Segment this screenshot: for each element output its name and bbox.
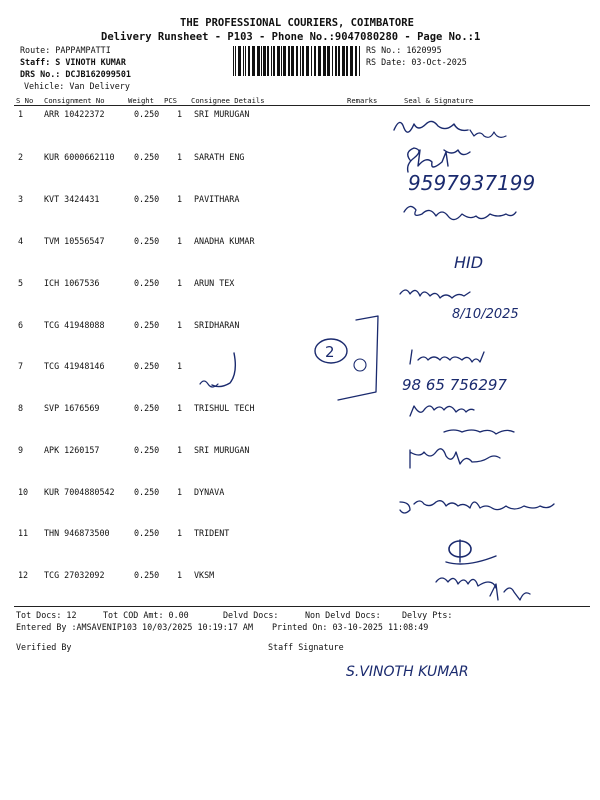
delivery-points: Delvy Pts: [402, 610, 453, 620]
note-row-4: HID [454, 253, 484, 272]
total-docs: Tot Docs: 12 [16, 610, 77, 620]
row-weight: 0.250 [134, 320, 160, 330]
row-consignee: SRI MURUGAN [194, 445, 250, 455]
row-consignment: ICH 1067536 [44, 278, 100, 288]
row-pcs: 1 [177, 194, 183, 204]
delivered-docs: Delvd Docs: [223, 610, 279, 620]
row-consignment: THN 946873500 [44, 528, 110, 538]
row-weight: 0.250 [134, 528, 160, 538]
row-consignment: TVM 10556547 [44, 236, 105, 246]
verified-by: Verified By [16, 642, 72, 652]
barcode [233, 46, 362, 76]
row-sno: 3 [18, 194, 24, 204]
row-weight: 0.250 [134, 194, 160, 204]
printed-on: Printed On: 03-10-2025 11:08:49 [272, 622, 429, 632]
header-divider [14, 105, 590, 106]
signature-row-9 [410, 449, 500, 468]
company-name: THE PROFESSIONAL COURIERS, COIMBATORE [180, 17, 414, 29]
col-pcs-header: PCS [164, 96, 177, 105]
circled-number-2 [315, 339, 347, 363]
row-consignment: TCG 41948146 [44, 361, 105, 371]
row-consignment: ARR 10422372 [44, 109, 105, 119]
col-weight-header: Weight [128, 96, 154, 105]
staff-label: Staff: S VINOTH KUMAR [20, 57, 126, 67]
rs-number: RS No.: 1620995 [366, 45, 442, 55]
col-consignee-header: Consignee Details [191, 96, 265, 105]
signature-row-7 [410, 350, 484, 364]
entered-by: Entered By :AMSAVENIP103 10/03/2025 10:19:17 AM [16, 622, 253, 632]
col-seal-header: Seal & Signature [404, 96, 474, 105]
row-weight: 0.250 [134, 487, 160, 497]
row-consignment: KUR 7004880542 [44, 487, 115, 497]
staff-signature: S.VINOTH KUMAR [346, 664, 469, 680]
row-consignment: KVT 3424431 [44, 194, 100, 204]
phone-row-2: 9597937199 [408, 171, 536, 195]
signature-row-2 [408, 148, 470, 172]
total-cod: Tot COD Amt: 0.00 [103, 610, 189, 620]
row-weight: 0.250 [134, 361, 160, 371]
footer-divider [14, 606, 590, 607]
row-sno: 5 [18, 278, 24, 288]
row-pcs: 1 [177, 236, 183, 246]
signature-row-3 [404, 206, 516, 219]
vehicle-label: Vehicle: Van Delivery [24, 81, 130, 91]
staff-signature-label: Staff Signature [268, 642, 344, 652]
row-consignee: SARATH ENG [194, 152, 245, 162]
row-consignment: SVP 1676569 [44, 403, 100, 413]
row-sno: 2 [18, 152, 24, 162]
col-consignment-header: Consignment No [44, 96, 105, 105]
signature-row-8 [410, 406, 514, 434]
row-consignee: ANADHA KUMAR [194, 236, 255, 246]
row-pcs: 1 [177, 487, 183, 497]
row-pcs: 1 [177, 278, 183, 288]
row-pcs: 1 [177, 528, 183, 538]
col-sno-header: S No [16, 96, 34, 105]
signature-row-12 [436, 578, 530, 600]
row-pcs: 1 [177, 445, 183, 455]
row-weight: 0.250 [134, 403, 160, 413]
row-consignee: SRIDHARAN [194, 320, 240, 330]
signature-row-5 [400, 290, 470, 298]
row-consignment: TCG 27032092 [44, 570, 105, 580]
col-remarks-header: Remarks [347, 96, 378, 105]
circled-number-text: 2 [325, 343, 335, 361]
row-sno: 12 [18, 570, 29, 580]
drs-label: DRS No.: DCJB162099501 [20, 69, 131, 79]
row-pcs: 1 [177, 109, 183, 119]
row-consignment: KUR 6000662110 [44, 152, 115, 162]
row-consignee: TRIDENT [194, 528, 230, 538]
route-label: Route: PAPPAMPATTI [20, 45, 111, 55]
runsheet-title: Delivery Runsheet - P103 - Phone No.:9047080280 - Page No.:1 [101, 31, 481, 43]
date-row-5: 8/10/2025 [452, 307, 519, 322]
non-delivered-docs: Non Delvd Docs: [305, 610, 381, 620]
row-consignee: TRISHUL TECH [194, 403, 255, 413]
row-sno: 4 [18, 236, 24, 246]
mark-row-11 [449, 541, 471, 557]
row-sno: 9 [18, 445, 24, 455]
row-pcs: 1 [177, 361, 183, 371]
row-pcs: 1 [177, 152, 183, 162]
row-weight: 0.250 [134, 236, 160, 246]
row-pcs: 1 [177, 570, 183, 580]
phone-row-7: 98 65 756297 [402, 376, 507, 394]
row-consignee: VKSM [194, 570, 215, 580]
row-consignee: PAVITHARA [194, 194, 240, 204]
row-weight: 0.250 [134, 445, 160, 455]
row-weight: 0.250 [134, 109, 160, 119]
bracket-mark [338, 316, 378, 400]
rs-date: RS Date: 03-Oct-2025 [366, 57, 467, 67]
row-consignee: ARUN TEX [194, 278, 235, 288]
row-pcs: 1 [177, 320, 183, 330]
row-sno: 10 [18, 487, 29, 497]
row-weight: 0.250 [134, 570, 160, 580]
row-sno: 11 [18, 528, 29, 538]
row-sno: 6 [18, 320, 24, 330]
row-consignment: TCG 41948088 [44, 320, 105, 330]
signature-row-1 [394, 121, 468, 132]
row-weight: 0.250 [134, 152, 160, 162]
row-weight: 0.250 [134, 278, 160, 288]
row-sno: 1 [18, 109, 24, 119]
row-pcs: 1 [177, 403, 183, 413]
row-consignee: SRI MURUGAN [194, 109, 250, 119]
row-sno: 8 [18, 403, 24, 413]
row-sno: 7 [18, 361, 24, 371]
signature-row-10 [400, 501, 554, 513]
row-consignee: DYNAVA [194, 487, 225, 497]
row-consignment: APK 1260157 [44, 445, 100, 455]
